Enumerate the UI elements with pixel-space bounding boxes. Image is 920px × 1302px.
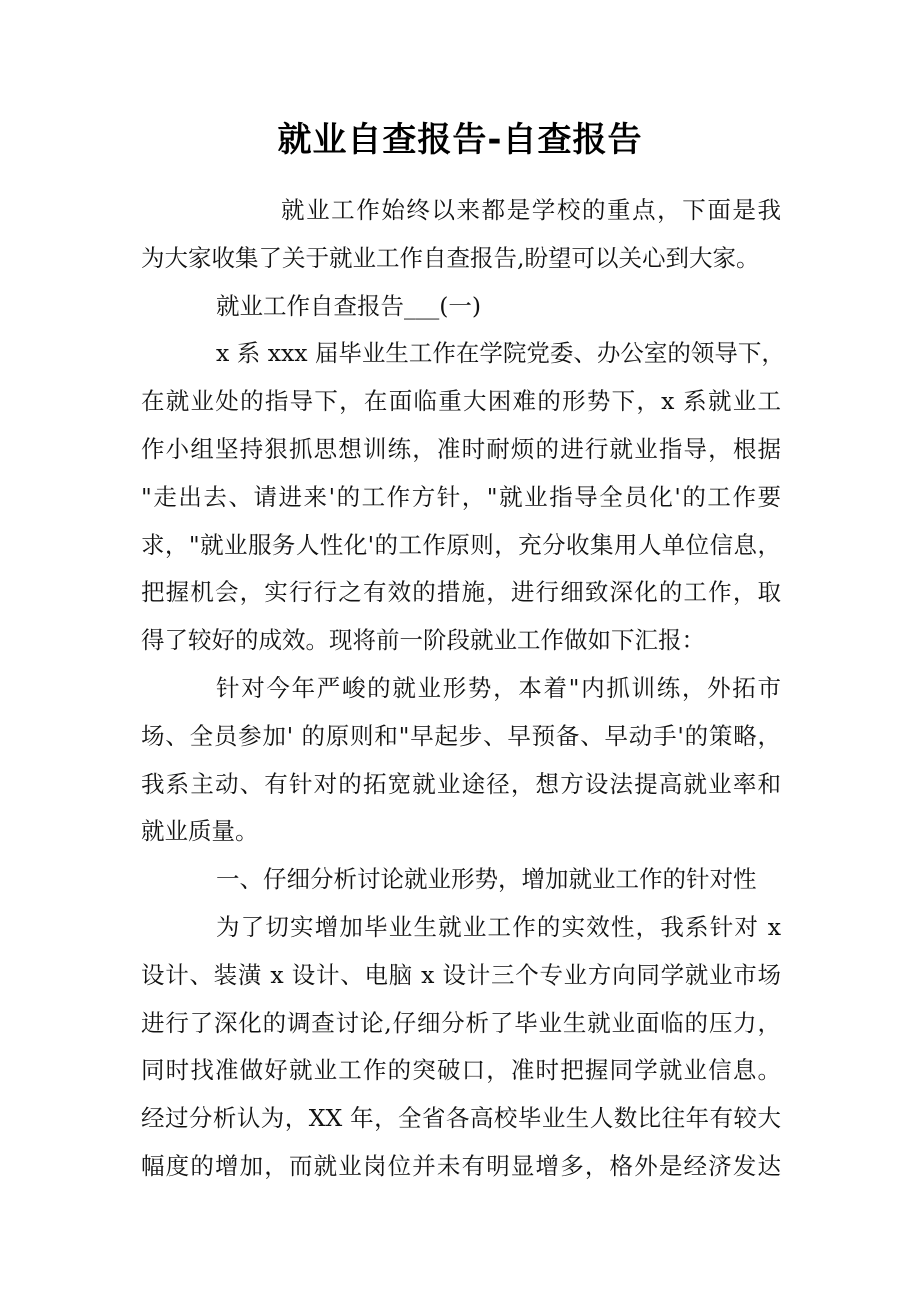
paragraph-line: "走出去、请进来'的工作方针，"就业指导全员化'的工作要 bbox=[141, 482, 781, 511]
paragraph-line: 求，"就业服务人性化'的工作原则，充分收集用人单位信息， bbox=[141, 530, 781, 559]
paragraph-line: 作小组坚持狠抓思想训练，准时耐烦的进行就业指导，根据 bbox=[141, 434, 781, 463]
paragraph-line: 同时找准做好就业工作的突破口，准时把握同学就业信息。 bbox=[141, 1056, 781, 1085]
paragraph-line: 为了切实增加毕业生就业工作的实效性，我系针对 x bbox=[216, 912, 781, 941]
paragraph-line: 场、全员参加' 的原则和"早起步、早预备、早动手'的策略， bbox=[141, 721, 781, 750]
paragraph-line: x 系 xxx 届毕业生工作在学院党委、办公室的领导下， bbox=[216, 339, 785, 368]
paragraph-line: 幅度的增加，而就业岗位并未有明显增多，格外是经济发达 bbox=[141, 1151, 781, 1180]
paragraph-line: 得了较好的成效。现将前一阶段就业工作做如下汇报： bbox=[141, 626, 705, 655]
paragraph-line: 进行了深化的调查讨论,仔细分析了毕业生就业面临的压力， bbox=[141, 1008, 781, 1037]
document-title: 就业自查报告-自查报告 bbox=[277, 120, 643, 160]
paragraph-line: 为大家收集了关于就业工作自查报告,盼望可以关心到大家。 bbox=[141, 243, 760, 272]
document-body bbox=[141, 187, 785, 1191]
subheading-line: 就业工作自查报告___(一) bbox=[216, 291, 482, 320]
paragraph-line: 就业质量。 bbox=[141, 817, 259, 846]
paragraph-line: 在就业处的指导下，在面临重大困难的形势下，x 系就业工 bbox=[141, 387, 781, 416]
paragraph-line: 针对今年严峻的就业形势，本着"内抓训练，外拓市 bbox=[216, 673, 781, 702]
paragraph-line: 经过分析认为，XX 年，全省各高校毕业生人数比往年有较大 bbox=[141, 1104, 781, 1133]
section-heading-line: 一、仔细分析讨论就业形势，增加就业工作的针对性 bbox=[216, 865, 757, 894]
paragraph-line: 就业工作始终以来都是学校的重点，下面是我 bbox=[281, 196, 781, 224]
paragraph-line: 设计、装潢 x 设计、电脑 x 设计三个专业方向同学就业市场 bbox=[141, 960, 781, 989]
paragraph-line: 我系主动、有针对的拓宽就业途径，想方设法提高就业率和 bbox=[141, 769, 781, 798]
paragraph-line: 把握机会，实行行之有效的措施，进行细致深化的工作，取 bbox=[141, 578, 781, 607]
